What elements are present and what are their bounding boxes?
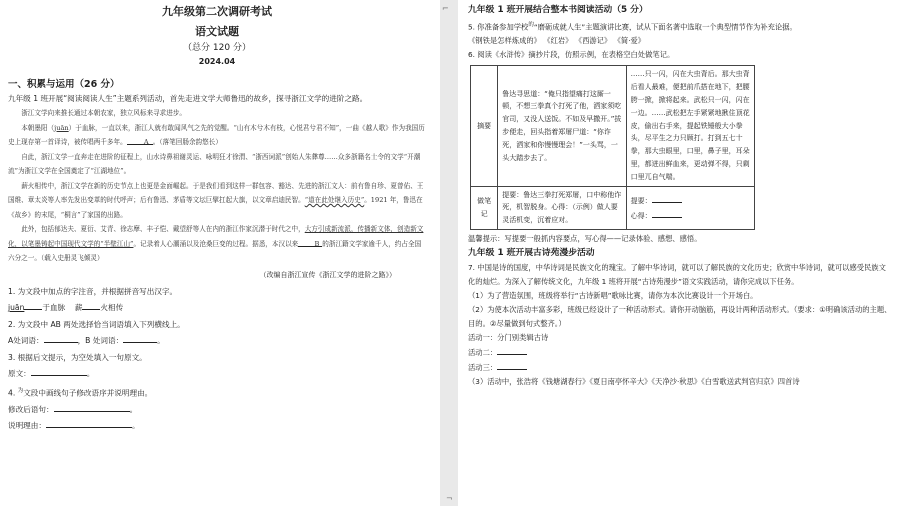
question-3: 3. 根据后文提示，为空处填入一句原文。 bbox=[8, 352, 147, 362]
blank-a-label: A bbox=[143, 138, 149, 146]
q5-text-a: 5. 你准备参加学校 bbox=[468, 22, 529, 32]
para4-text-b: 。1921 年，鲁迅在《故乡》的末尾，“桐言”了家国的出路。 bbox=[8, 196, 423, 219]
q2-label-a: A处词语： bbox=[8, 336, 44, 345]
para2-text-c: 。（落笔回肠余韵悠长） bbox=[152, 138, 222, 146]
question-4-answer-2: 说明理由： 。 bbox=[8, 418, 426, 435]
section-heading-reading: 九年级 1 班开展结合整本书阅读活动（5 分） bbox=[468, 5, 648, 15]
question-5 bbox=[468, 18, 892, 34]
q3-label: 原文： bbox=[8, 369, 31, 378]
passage-para-5 bbox=[8, 222, 426, 266]
question-7-3: （3）活动中，张浩将《钱塘湖春行》《夏日南亭怀辛大》《天净沙·秋思》《白雪歌送武判官归京》四首诗 bbox=[468, 376, 800, 386]
notes-left: 提要：鲁达三拳打死郑屠，口中称他诈死，机智脱身。心得：（示例）做人要灵活机变，沉着应对。 bbox=[498, 186, 626, 229]
notes-summary-blank[interactable] bbox=[652, 193, 682, 203]
pinyin-juan: juān bbox=[54, 123, 69, 132]
para4-wavy-text: “道在此处继入历史” bbox=[304, 196, 365, 204]
para5-text-c: 的浙江籍文学家逾千人，约占全国六分之一。（载入史册灵飞倾灵） bbox=[8, 239, 422, 262]
passage-para-3: 自此，浙江文学一直奔走在进阶的征程上，山水诗鼻祖谢灵运、咏明狂才徐渭、“浙西词派”创始人朱彝尊……众多浙籍名士令的文学“开潮流”为浙江文学在全国奠定了“江湖地位”。 bbox=[8, 152, 421, 175]
section-heading-poetry: 九年级 1 班开展古诗苑漫步活动 bbox=[468, 247, 595, 258]
q4-number: 4. bbox=[8, 388, 16, 398]
q2-blank-b[interactable] bbox=[123, 333, 157, 343]
blank-a[interactable] bbox=[127, 135, 153, 145]
q4-label-2: 说明理由： bbox=[8, 421, 46, 431]
question-7-1: （1）为了营造氛围，班级将举行“古诗新唱”歌咏比赛，请你为本次比赛设计一个开场白。 bbox=[468, 290, 758, 300]
notes-table bbox=[470, 65, 755, 230]
right-page bbox=[458, 0, 900, 506]
section-heading: 一、积累与运用（26 分） bbox=[8, 79, 120, 90]
q4-label-1: 修改后语句： bbox=[8, 404, 54, 414]
activity-3-blank[interactable] bbox=[497, 360, 527, 370]
q3-blank[interactable] bbox=[31, 366, 87, 376]
passage-para-4 bbox=[8, 179, 426, 223]
row-label-notes: 做笔记 bbox=[471, 186, 498, 229]
table-row-summary bbox=[471, 66, 755, 186]
q5-sup: 的 bbox=[528, 22, 534, 28]
q1-blank-a[interactable] bbox=[24, 300, 42, 310]
page-separator bbox=[440, 0, 458, 506]
q4-text: 文段中画线句子修改语序并说明理由。 bbox=[23, 388, 153, 398]
q4-sup: 为 bbox=[17, 387, 24, 394]
notes-summary-label: 提要： bbox=[630, 196, 652, 205]
passage-para-1: 浙江文学向来推长通过本朝农家，独立风标来寻求进步。 bbox=[21, 109, 187, 117]
para4-text: 薪火相传中，浙江文学在新的历史节点上也更是金面崛起。于是我们看到这样一群包容、豁达、先进的浙江文人：前有鲁自珍、夏曾佑、王国维、章太炎等人率先发出变革的时代呼声；后有鲁迅、茅盾等文坛巨擘扛起大旗，以文章启迪民智。 bbox=[8, 181, 424, 204]
activity-2-label: 活动二： bbox=[468, 347, 498, 357]
activity-3 bbox=[468, 360, 892, 375]
question-1-answers bbox=[8, 300, 426, 317]
row-label-summary: 摘要 bbox=[471, 66, 498, 186]
tip-text: 温馨提示：写提要一般抓内容要点，写心得——记录体验、感想、感悟。 bbox=[468, 233, 702, 243]
activity-2 bbox=[468, 345, 892, 360]
source-note: （改编自浙江宣传《浙江文学的进阶之路》） bbox=[259, 270, 396, 279]
para2-text-b: ）于血脉，一直以来，浙江人就有敢闻风气之先的觉醒。“山有木兮木有枝，心悦君兮君不知”，一曲《越人歌》作为我国历史上现存第一首译诗，被传唱两千多年。 bbox=[8, 123, 425, 146]
question-1: 1. 为文段中加点的字注音，并根据拼音写出汉字。 bbox=[8, 286, 178, 296]
activity-1: 活动一：分门别类辑古诗 bbox=[468, 332, 549, 342]
question-4 bbox=[8, 383, 426, 402]
exam-subtitle: 语文试题 bbox=[195, 25, 239, 38]
left-page bbox=[0, 0, 440, 506]
intro-text: 九年级 1 班开展“阅读阅读人生”主题系列活动，首先走进文学大师鲁迅的故乡，探寻浙江文学的进阶之路。 bbox=[8, 94, 368, 103]
question-7: 7. 中国是诗的国度，中华诗词是民族文化的瑰宝。了解中华诗词，就可以了解民族的文化历史；欣赏中华诗词，就可以感受民族文化的灿烂。为深入了解传统文化，九年级 1 班将开展“古诗苑漫步”语文实践活动，请你完成以下任务。 bbox=[468, 262, 886, 286]
page-corner-mark-icon: ⌐ bbox=[442, 4, 449, 13]
notes-insight-line bbox=[631, 208, 750, 223]
summary-left: 鲁达寻思道：“俺只指望痛打这厮一顿，不想三拳真个打死了他，洒家须吃官司，又没人送饭。不如及早撒开。”拔步便走，回头指着郑屠尸道：“你诈死，洒家和你慢慢理会！”一头骂，一头大踏步去了。 bbox=[498, 66, 626, 186]
book-list: 《钢铁是怎样炼成的》 《红岩》 《西游记》 《简·爱》 bbox=[468, 36, 646, 46]
activity-3-label: 活动三： bbox=[468, 362, 498, 372]
question-3-answer: 原文： 。 bbox=[8, 366, 426, 383]
question-4-answer-1: 修改后语句： 。 bbox=[8, 402, 426, 419]
q4-blank-2[interactable] bbox=[46, 418, 132, 428]
table-row-notes bbox=[471, 186, 755, 229]
blank-b[interactable] bbox=[298, 237, 322, 247]
q4-blank-1[interactable] bbox=[54, 402, 130, 412]
exam-date: 2024.04 bbox=[198, 57, 236, 66]
para5-text-b: 。记录着人心潮涌以及沧桑巨变的过程。据悉，本汉以来 bbox=[133, 239, 299, 248]
q1-blank-b[interactable] bbox=[82, 300, 100, 310]
q1-pinyin: juān bbox=[8, 303, 25, 312]
notes-insight-blank[interactable] bbox=[652, 208, 682, 218]
notes-insight-label: 心得： bbox=[630, 211, 652, 220]
q2-label-b: ，B 处词语： bbox=[77, 336, 124, 345]
q1-word-a: 于血脉 bbox=[42, 303, 66, 312]
total-score: （总分 120 分） bbox=[183, 43, 251, 53]
exam-title: 九年级第二次调研考试 bbox=[162, 5, 272, 18]
q5-text-b: “磨砺成就人生”主题演讲比赛，试从下面名著中选取一个典型情节作为补充论据。 bbox=[533, 22, 797, 32]
page-corner-mark-icon: ¬ bbox=[446, 494, 453, 503]
notes-right bbox=[626, 186, 754, 229]
para2-text: 本朝墨阳（ bbox=[21, 123, 55, 132]
question-2: 2. 为文段中 AB 两处选择恰当词语填入下列横线上。 bbox=[8, 319, 185, 329]
question-7-2: （2）为使本次活动丰富多彩，班级已经设计了一种活动形式。请你开动脑筋，再设计两种活动形式。（要求：①明确该活动的主题、目的。②尽量做到句式整齐。） bbox=[468, 304, 892, 328]
q1-word-b: 火相传 bbox=[100, 303, 124, 312]
activity-2-blank[interactable] bbox=[497, 345, 527, 355]
para5-underlined-sentence: 大方引成新流派，传播新文体，创造新文化，以笔墨铸起中国现代文学的“半壁江山” bbox=[8, 225, 424, 248]
question-2-answers: A处词语： ，B 处词语： 。 bbox=[8, 333, 426, 350]
question-6: 6. 阅读《水浒传》摘抄片段，仿照示例，在表格空白处做笔记。 bbox=[468, 50, 675, 60]
para5-text: 此外，包括郁达夫、夏衍、艾青、徐志摩、丰子恺、戴望舒等人在内的浙江作家沉潜于时代之中， bbox=[21, 225, 305, 233]
q2-blank-a[interactable] bbox=[44, 333, 78, 343]
notes-summary-line bbox=[631, 193, 750, 208]
passage-para-2 bbox=[8, 121, 426, 150]
q1-char: 薪 bbox=[74, 303, 83, 312]
blank-b-label: B bbox=[314, 239, 320, 248]
summary-right: ……只一闪，闪在大虫背后。那大虫背后看人最难，便把前爪搭在地下，把腰胯一掀，掀将起来。武松只一闪，闪在一边。……武松把左手紧紧地揪住顶花皮，偷出右手来，提起铁锤般大小拳头，尽平生之力只顾打。打到五七十拳，那大虫眼里，口里，鼻子里，耳朵里，都迸出鲜血来，更动弹不得，只剩口里兀自气喘。 bbox=[626, 66, 754, 186]
